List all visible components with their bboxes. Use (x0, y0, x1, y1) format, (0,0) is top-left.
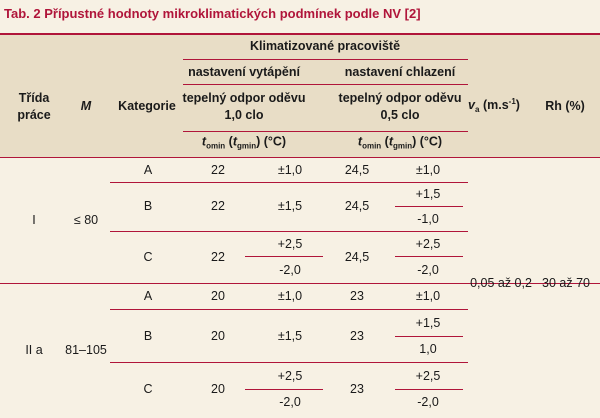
heating-temp-cell: 20 (211, 288, 225, 303)
category-cell: C (143, 249, 153, 264)
cooling-temp-cell: 24,5 (344, 162, 370, 177)
cooling-tol-minus: 1,0 (419, 341, 437, 356)
header-temp-heating (202, 136, 286, 151)
t-unit: ) (°C) (256, 134, 287, 149)
t-symbol-2: t (388, 134, 393, 149)
class-cell: I (32, 212, 36, 227)
t-sub-omin: omin (362, 141, 382, 151)
m-cell: ≤ 80 (73, 212, 99, 227)
rule (183, 131, 468, 132)
rh-value: 30 až 70 (542, 275, 590, 290)
rule (245, 256, 323, 257)
header-group: Klimatizované pracoviště (249, 38, 401, 53)
heating-temp-cell: 22 (211, 162, 225, 177)
t-paren-open: ( (228, 134, 233, 149)
header-heating: nastavení vytápění (188, 64, 300, 79)
cooling-tol-plus: +2,5 (415, 236, 441, 251)
t-unit: ) (°C) (412, 134, 443, 149)
rule (0, 33, 600, 35)
heating-tol-minus: -2,0 (279, 394, 301, 409)
cooling-tol-minus: -2,0 (417, 262, 439, 277)
cooling-tol-cell: ±1,0 (415, 162, 441, 177)
va-sub: a (475, 105, 480, 114)
cooling-tol-plus: +2,5 (415, 368, 441, 383)
category-cell: A (143, 162, 153, 177)
cooling-tol-cell: ±1,0 (415, 288, 441, 303)
cooling-temp-cell: 23 (350, 381, 364, 396)
heating-tol-cell: ±1,5 (277, 328, 303, 343)
header-category: Kategorie (118, 98, 176, 113)
cooling-temp-cell: 23 (350, 328, 364, 343)
rule (245, 389, 323, 390)
rule (110, 231, 468, 232)
header-class-1: Třída (18, 90, 50, 105)
category-cell: B (143, 328, 153, 343)
cooling-tol-minus: -2,0 (417, 394, 439, 409)
rule (110, 182, 468, 183)
t-paren-open: ( (384, 134, 389, 149)
heating-temp-cell: 22 (211, 249, 225, 264)
heating-temp-cell: 20 (211, 328, 225, 343)
category-cell: A (143, 288, 153, 303)
va-unit: (m.s (482, 98, 509, 112)
category-cell: B (143, 198, 153, 213)
table-caption: Tab. 2 Přípustné hodnoty mikroklimatických podmínek podle NV [2] (4, 6, 421, 21)
va-value: 0,05 až 0,2 (470, 275, 532, 290)
header-rh: Rh (%) (545, 98, 585, 113)
rule (110, 362, 468, 363)
t-sub-gmin: gmin (393, 141, 413, 151)
heating-tol-minus: -2,0 (279, 262, 301, 277)
cooling-tol-plus: +1,5 (415, 186, 441, 201)
rule (110, 309, 468, 310)
category-cell: C (143, 381, 153, 396)
va-exp: -1 (508, 97, 516, 106)
header-cooling-resistance-1: tepelný odpor oděvu (338, 90, 462, 105)
class-cell: II a (25, 342, 43, 357)
rule (395, 389, 463, 390)
t-symbol: t (201, 134, 207, 149)
rule (395, 206, 463, 207)
heating-tol-plus: +2,5 (277, 236, 303, 251)
t-symbol: t (357, 134, 363, 149)
cooling-temp-cell: 24,5 (344, 198, 370, 213)
cooling-tol-plus: +1,5 (415, 315, 441, 330)
t-sub-omin: omin (206, 141, 226, 151)
heating-temp-cell: 20 (211, 381, 225, 396)
header-cooling: nastavení chlazení (344, 64, 456, 79)
header-heating-resistance-2: 1,0 clo (224, 107, 264, 122)
header-class-2: práce (17, 107, 51, 122)
m-cell: 81–105 (65, 342, 107, 357)
header-heating-resistance-1: tepelný odpor oděvu (182, 90, 306, 105)
header-cooling-resistance-2: 0,5 clo (380, 107, 420, 122)
heating-tol-cell: ±1,5 (277, 198, 303, 213)
va-symbol: v (468, 98, 476, 112)
rule (0, 157, 600, 158)
va-close: ) (515, 98, 520, 112)
heating-tol-plus: +2,5 (277, 368, 303, 383)
cooling-temp-cell: 24,5 (344, 249, 370, 264)
heating-tol-cell: ±1,0 (277, 162, 303, 177)
header-va (468, 98, 520, 114)
rule (183, 59, 468, 60)
cooling-tol-minus: -1,0 (417, 211, 439, 226)
rule (395, 336, 463, 337)
cooling-temp-cell: 23 (350, 288, 364, 303)
heating-tol-cell: ±1,0 (277, 288, 303, 303)
t-sub-gmin: gmin (237, 141, 257, 151)
rule (395, 256, 463, 257)
header-temp-cooling (358, 136, 442, 151)
rule (183, 84, 468, 85)
t-symbol-2: t (232, 134, 237, 149)
heating-temp-cell: 22 (211, 198, 225, 213)
header-m: M (80, 98, 92, 113)
